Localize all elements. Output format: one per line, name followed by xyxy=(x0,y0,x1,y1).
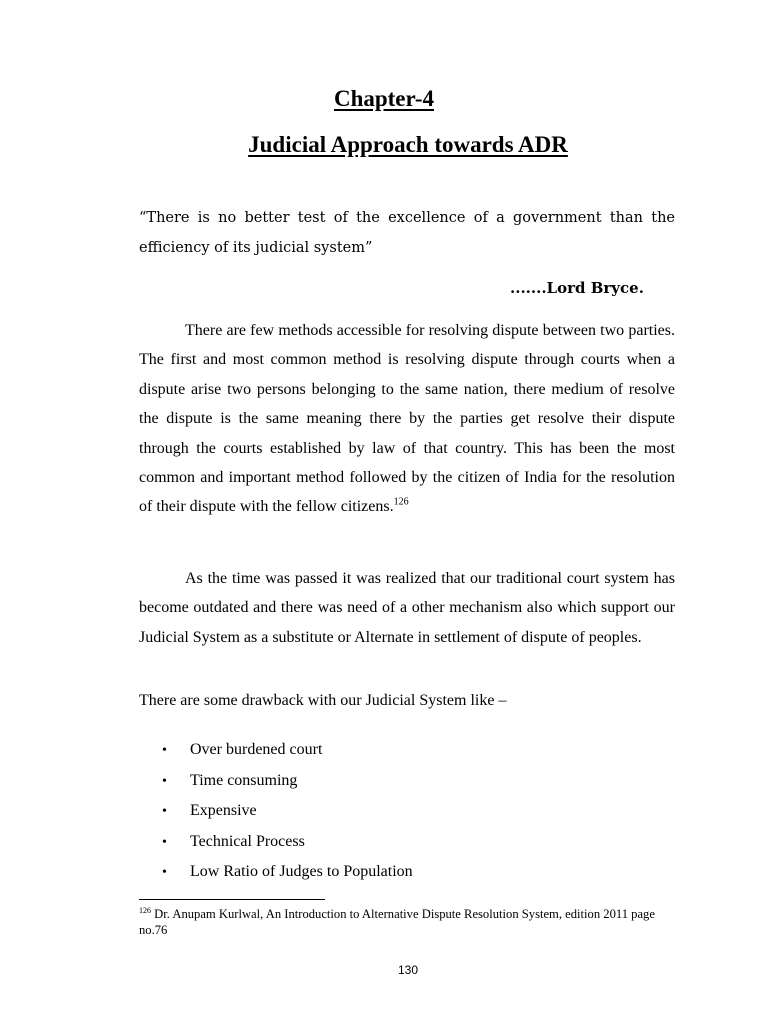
paragraph-text: There are few methods accessible for resolving dispute between two parties. The first and most common method is resolving dispute through courts when a dispute arise two persons belonging to the same nation, there medium of resolve the dispute is the same meaning there by the parties get resolve their dispute through the courts established by law of that country. This has been the most common and important method followed by the citizen of India for the resolution of their dispute with the fellow citizens. xyxy=(139,322,675,516)
footnote-divider xyxy=(139,899,325,900)
epigraph-attribution: .......Lord Bryce. xyxy=(510,279,644,297)
footnote xyxy=(139,906,679,938)
list-item xyxy=(162,857,413,888)
body-paragraph xyxy=(139,316,675,522)
list-item-text: Time consuming xyxy=(190,771,298,789)
list-item-text: Expensive xyxy=(190,802,257,819)
list-intro: There are some drawback with our Judicial System like – xyxy=(139,692,507,709)
list-item xyxy=(162,827,413,858)
footnote-reference[interactable]: 126 xyxy=(393,497,409,509)
list-item-text: Low Ratio of Judges to Population xyxy=(190,863,413,880)
epigraph-quote: “There is no better test of the excellence of a government than the efficiency of its judicial system” xyxy=(139,210,675,256)
list-item xyxy=(162,796,413,827)
list-item xyxy=(162,766,413,797)
list-item xyxy=(162,735,413,766)
bullet-icon: • xyxy=(162,834,167,850)
paragraph-text: As the time was passed it was realized that our traditional court system has become outdated and there was need of a other mechanism also which support our Judicial System as a substitute or Alternate in settlement of dispute of peoples. xyxy=(139,570,675,646)
drawback-list xyxy=(162,735,413,888)
chapter-title: Judicial Approach towards ADR xyxy=(248,132,568,157)
bullet-icon: • xyxy=(162,804,167,819)
chapter-heading: Chapter-4 xyxy=(333,86,435,111)
page-number: 130 xyxy=(397,963,419,977)
bullet-icon: • xyxy=(162,865,167,880)
bullet-icon: • xyxy=(162,743,167,758)
footnote-text: Dr. Anupam Kurlwal, An Introduction to Alternative Dispute Resolution System, edition 2011 page no.76 xyxy=(139,907,655,937)
body-paragraph xyxy=(139,564,675,652)
list-item-text: Over burdened court xyxy=(190,741,323,758)
bullet-icon: • xyxy=(162,773,167,789)
footnote-number: 126 xyxy=(139,905,151,915)
list-item-text: Technical Process xyxy=(190,832,305,850)
